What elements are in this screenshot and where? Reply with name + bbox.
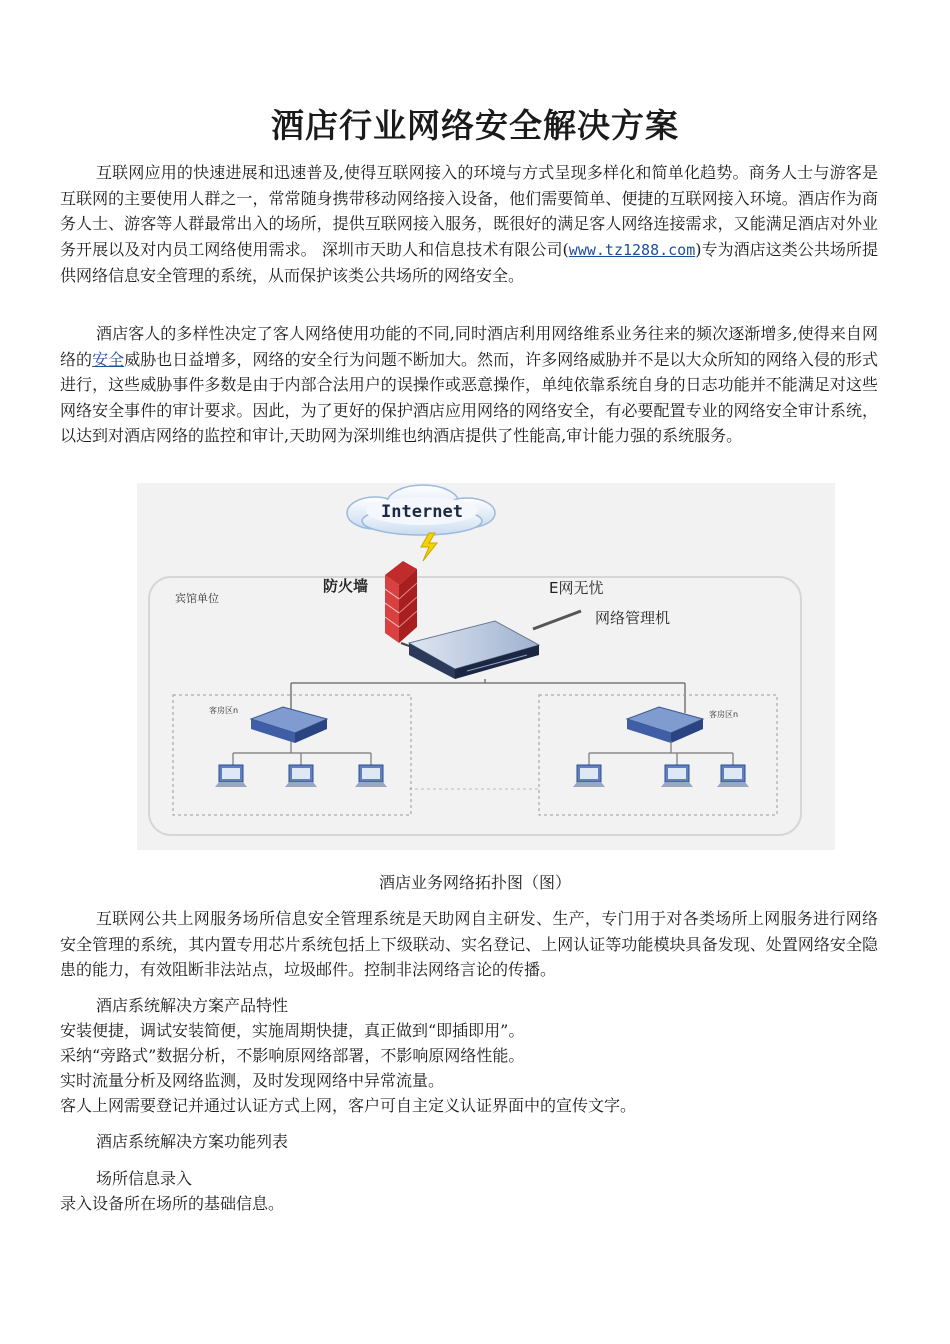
computer-icon — [355, 765, 387, 787]
hotel-region-label: 宾馆单位 — [175, 592, 219, 605]
computer-icon — [661, 765, 693, 787]
figure-caption: 酒店业务网络拓扑图（图） — [378, 873, 571, 892]
company-website-link[interactable]: www.tz1288.com — [568, 240, 696, 259]
function-item-title: 场所信息录入 — [96, 1169, 193, 1188]
network-topology-diagram — [137, 483, 835, 850]
features-heading: 酒店系统解决方案产品特性 — [96, 996, 289, 1015]
feature-item: 实时流量分析及网络监测，及时发现网络中异常流量。 — [60, 1071, 445, 1090]
guest-zone-right-label: 客房区n — [709, 710, 739, 719]
security-link[interactable]: 安全 — [92, 349, 125, 369]
firewall-icon — [385, 561, 417, 643]
internet-label: Internet — [381, 502, 463, 522]
network-topology-figure — [137, 483, 835, 850]
paragraph-threats-text-1: 酒店客人的多样性决定了客人网络使用功能的不同,同时酒店利用网络维系业务往来的频次逐渐增多,使得来自网络的 — [60, 324, 878, 369]
page-title: 酒店行业网络安全解决方案 — [271, 106, 679, 145]
functions-heading: 酒店系统解决方案功能列表 — [96, 1132, 289, 1151]
computer-icon — [215, 765, 247, 787]
feature-item: 采纳“旁路式”数据分析，不影响原网络部署，不影响原网络性能。 — [60, 1046, 525, 1065]
firewall-label: 防火墙 — [323, 577, 369, 595]
paragraph-threats-text-2: 威胁也日益增多，网络的安全行为问题不断加大。然而，许多网络威胁并不是以大众所知的网络入侵的形式进行，这些威胁事件多数是由于内部合法用户的误操作或恶意操作，单纯依靠系统自身的日志功能并不能满足对这些网络安全事件的审计要求。因此，为了更好的保护酒店应用网络的网络安全，有必要配置专业的网络安全审计系统，以达到对酒店网络的监控和审计,天助网为深圳维也纳酒店提供了性能高,审计能力强的系统服务。 — [60, 349, 878, 445]
device-label-line2: 网络管理机 — [595, 609, 671, 627]
computer-icon — [573, 765, 605, 787]
computer-icon — [717, 765, 749, 787]
paragraph-system: 互联网公共上网服务场所信息安全管理系统是天助网自主研发、生产，专门用于对各类场所上网服务进行网络安全管理的系统，其内置专用芯片系统包括上下级联动、实名登记、上网认证等功能模块具备发现、处置网络安全隐患的能力，有效阻断非法站点，垃圾邮件。控制非法网络言论的传播。 — [60, 909, 878, 979]
device-label-line1: E网无忧 — [549, 579, 604, 597]
function-item-description: 录入设备所在场所的基础信息。 — [60, 1194, 285, 1213]
paragraph-intro-text-1: 互联网应用的快速进展和迅速普及,使得互联网接入的环境与方式呈现多样化和简单化趋势。商务人士与游客是互联网的主要使用人群之一，常常随身携带移动网络接入设备，他们需要简单、便捷的互联网接入环境。酒店作为商务人士、游客等人群最常出入的场所，提供互联网接入服务，既很好的满足客人网络连接需求，又能满足酒店对外业务开展以及对内员工网络使用需求。 深圳市天助人和信息技术有限公司( — [60, 163, 878, 259]
guest-zone-left-label: 客房区n — [209, 706, 239, 715]
computer-icon — [285, 765, 317, 787]
paragraph-intro-text-2: )专为酒店这类公共场所提供网络信息安全管理的系统，从而保护该类公共场所的网络安全。 — [60, 239, 878, 285]
feature-item: 客人上网需要登记并通过认证方式上网，客户可自主定义认证界面中的宣传文字。 — [60, 1096, 637, 1115]
feature-item: 安装便捷，调试安装简便，实施周期快捷，真正做到“即插即用”。 — [60, 1021, 525, 1040]
paragraph-intro — [60, 160, 878, 289]
paragraph-threats — [60, 321, 878, 449]
